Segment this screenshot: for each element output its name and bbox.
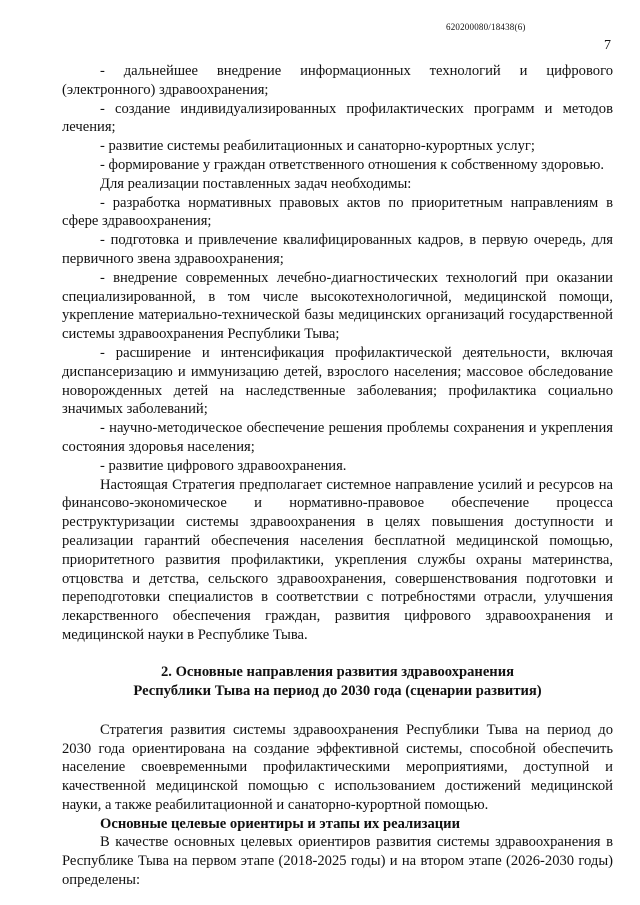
section-heading-line-2: Республики Тыва на период до 2030 года (сценарии развития) (133, 682, 542, 699)
document-body (62, 62, 613, 890)
paragraph: - формирование у граждан ответственного отношения к собственному здоровью. (100, 156, 605, 173)
paragraph: Для реализации поставленных задач необходимы: (100, 175, 412, 192)
paragraph: - дальнейшее внедрение информационных технологий и цифрового (электронного) здравоохранения; (62, 63, 613, 98)
paragraph: - создание индивидуализированных профилактических программ и методов лечения; (62, 100, 613, 136)
section-heading-line-1: 2. Основные направления развития здравоохранения (160, 663, 515, 680)
paragraph: Настоящая Стратегия предполагает системное направление усилий и ресурсов на финансово-экономическое и нормативно-правовое обеспечение процесса реструктуризации системы здравоохранения в целях повышения доступности и реализации гарантий обеспечения населения бесплатной медицинской помощью, приоритетного развития профилактики, укрепления службы охраны материнства, отцовства и детства, сельского здравоохранения, совершенствования подготовки и переподготовки специалистов в соответствии с потребностями отрасли, улучшения лекарственного обеспечения граждан, развития цифрового здравоохранения и медицинской науки в Республике Тыва. (62, 476, 613, 643)
paragraph: - научно-методическое обеспечение решения проблемы сохранения и укрепления состояния здоровья населения; (62, 420, 613, 455)
document-code: 620200080/18438(6) (446, 22, 526, 32)
paragraph: - внедрение современных лечебно-диагностических технологий при оказании специализированной, в том числе высокотехнологичной, медицинской помощи, укрепление материально-технической базы медицинских организаций государственной системы здравоохранения Республики Тыва; (62, 269, 613, 343)
paragraph: - развитие цифрового здравоохранения. (100, 457, 347, 474)
paragraph: - разработка нормативных правовых актов по приоритетным направлениям в сфере здравоохранения; (62, 194, 613, 230)
paragraph: - подготовка и привлечение квалифицированных кадров, в первую очередь, для первичного звена здравоохранения; (62, 232, 613, 267)
section-heading (62, 663, 613, 701)
page-number: 7 (604, 38, 611, 53)
subheading: Основные целевые ориентиры и этапы их реализации (100, 815, 460, 832)
paragraph: - развитие системы реабилитационных и санаторно-курортных услуг; (100, 138, 535, 155)
paragraph: В качестве основных целевых ориентиров развития системы здравоохранения в Республике Тыва на первом этапе (2018-2025 годы) и на втором этапе (2026-2030 годы) определены: (62, 834, 613, 889)
paragraph: - расширение и интенсификация профилактической деятельности, включая диспансеризацию и иммунизацию детей, взрослого населения; массовое обследование новорожденных детей на наследственные заболевания; профилактика социально значимых заболеваний; (62, 344, 613, 418)
paragraph: Стратегия развития системы здравоохранения Республики Тыва на период до 2030 года ориентирована на создание эффективной системы, способной обеспечить население своевременными профилактическими мероприятиями, доступной и качественной медицинской помощью с использованием достижений медицинской науки, а также реабилитационной и санаторно-курортной помощью. (62, 721, 613, 813)
